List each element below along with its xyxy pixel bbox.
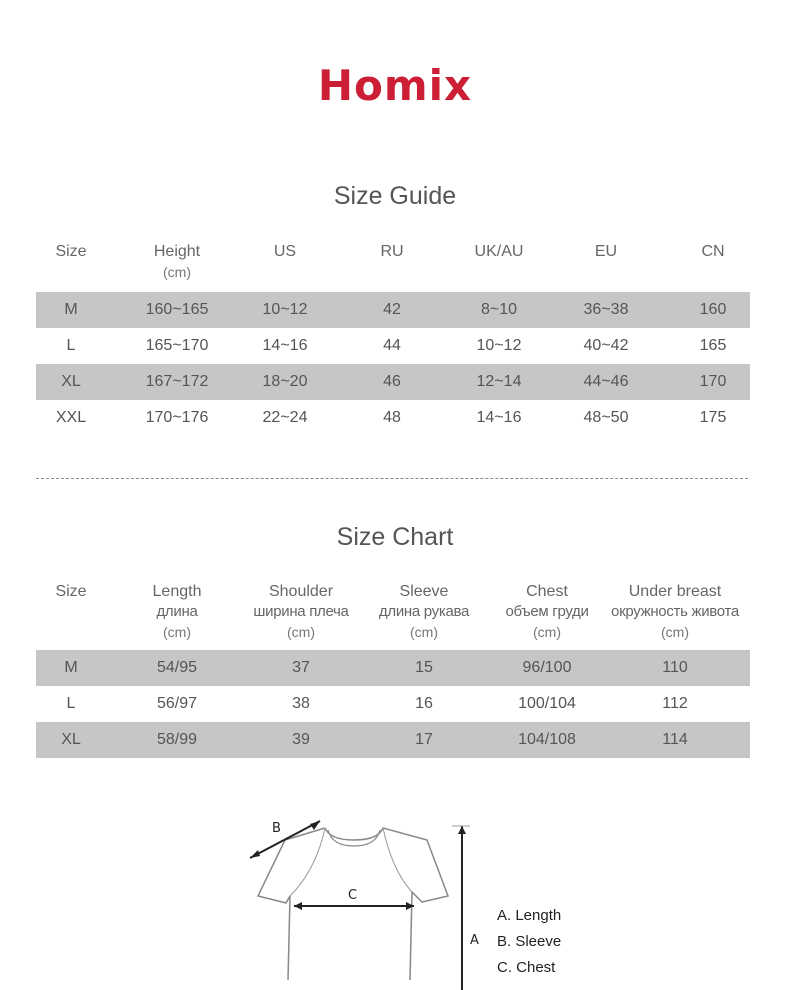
table-cell: 96/100 (494, 650, 600, 686)
label-a: A (470, 933, 479, 948)
size-guide-header-cell (36, 242, 106, 292)
table-cell: 14~16 (476, 409, 522, 426)
header-unit: (cm) (163, 624, 191, 640)
tshirt-diagram (230, 800, 500, 990)
table-cell: M (36, 292, 106, 328)
table-cell: 112 (662, 695, 688, 712)
header-label-ru: длина рукава (378, 603, 470, 620)
table-cell: 160~165 (106, 292, 248, 328)
size-chart-header-row (36, 582, 750, 650)
size-guide-row (36, 328, 750, 364)
header-label-ru: длина (156, 603, 198, 620)
tshirt-outline (258, 828, 448, 980)
table-cell: 110 (600, 650, 750, 686)
header-unit: (cm) (533, 624, 561, 640)
size-chart-row (36, 722, 750, 758)
size-guide-header-cell (248, 242, 322, 292)
header-label: Height (153, 243, 201, 260)
table-cell: 170~176 (145, 409, 209, 426)
table-cell: 165~170 (145, 337, 209, 354)
table-cell: 167~172 (106, 364, 248, 400)
header-label: Size (55, 243, 87, 260)
size-guide-row (36, 364, 750, 400)
header-label-ru: окружность живота (611, 603, 739, 620)
header-label: RU (380, 243, 404, 260)
header-unit: (cm) (163, 264, 191, 280)
size-guide-header-cell (676, 242, 750, 292)
size-chart-header-cell (600, 582, 750, 650)
header-label: US (273, 243, 297, 260)
header-label: Size (55, 583, 87, 600)
table-cell: 8~10 (462, 292, 536, 328)
table-cell: 17 (354, 722, 494, 758)
table-cell: 36~38 (536, 292, 676, 328)
size-guide-header-row (36, 242, 750, 292)
header-label-ru: объем груди (505, 603, 589, 620)
header-label: Under breast (628, 583, 722, 600)
size-guide-header-cell (322, 242, 462, 292)
header-label: Shoulder (268, 583, 334, 600)
legend-length: A. Length (497, 907, 562, 924)
table-cell: 56/97 (156, 695, 198, 712)
size-chart-header-cell (248, 582, 354, 650)
size-chart-table (36, 582, 750, 758)
table-cell: 160 (676, 292, 750, 328)
header-label-ru: ширина плеча (253, 603, 349, 620)
table-cell: 18~20 (248, 364, 322, 400)
size-guide-row (36, 292, 750, 328)
label-c: C (348, 888, 358, 903)
table-cell: 15 (354, 650, 494, 686)
size-guide-table (36, 242, 750, 436)
size-chart-header-cell (36, 582, 106, 650)
header-label: EU (594, 243, 618, 260)
table-cell: 104/108 (494, 722, 600, 758)
size-guide-header-cell (462, 242, 536, 292)
size-chart-title: Size Chart (336, 523, 454, 551)
size-guide-header-cell (536, 242, 676, 292)
table-cell: 44~46 (536, 364, 676, 400)
table-cell: XL (36, 364, 106, 400)
header-unit: (cm) (661, 624, 689, 640)
table-cell: 48 (383, 409, 401, 426)
size-chart-row (36, 686, 750, 722)
table-cell: 40~42 (583, 337, 629, 354)
size-chart-header-cell (106, 582, 248, 650)
header-unit: (cm) (410, 624, 438, 640)
table-cell: XXL (55, 409, 87, 426)
table-cell: 44 (383, 337, 401, 354)
header-label: Sleeve (399, 583, 449, 600)
table-cell: 175 (699, 409, 727, 426)
table-cell: 39 (248, 722, 354, 758)
size-chart-header-cell (354, 582, 494, 650)
header-unit: (cm) (287, 624, 315, 640)
size-chart-header-cell (494, 582, 600, 650)
table-cell: 165 (699, 337, 727, 354)
header-label: Chest (526, 583, 568, 600)
legend-chest: C. Chest (497, 959, 556, 976)
table-cell: M (36, 650, 106, 686)
size-guide-title: Size Guide (333, 182, 457, 210)
table-cell: 100/104 (518, 695, 576, 712)
label-b: B (272, 821, 281, 836)
table-cell: 12~14 (462, 364, 536, 400)
table-cell: 16 (415, 695, 433, 712)
table-cell: 42 (322, 292, 462, 328)
table-cell: 114 (600, 722, 750, 758)
table-cell: XL (36, 722, 106, 758)
table-cell: 22~24 (262, 409, 308, 426)
table-cell: L (66, 695, 76, 712)
table-cell: 10~12 (476, 337, 522, 354)
table-cell: 14~16 (262, 337, 308, 354)
dashed-divider (36, 478, 748, 479)
table-cell: L (66, 337, 76, 354)
table-cell: 170 (676, 364, 750, 400)
size-guide-row (36, 400, 750, 436)
table-cell: 37 (248, 650, 354, 686)
header-label: CN (701, 243, 725, 260)
size-chart-row (36, 650, 750, 686)
size-guide-header-cell (106, 242, 248, 292)
table-cell: 10~12 (248, 292, 322, 328)
header-label: UK/AU (474, 243, 524, 260)
brand-logo: Homix (317, 61, 473, 110)
header-label: Length (152, 583, 202, 600)
table-cell: 46 (322, 364, 462, 400)
table-cell: 48~50 (583, 409, 629, 426)
legend-sleeve: B. Sleeve (497, 933, 562, 950)
table-cell: 38 (292, 695, 310, 712)
table-cell: 54/95 (106, 650, 248, 686)
table-cell: 58/99 (106, 722, 248, 758)
